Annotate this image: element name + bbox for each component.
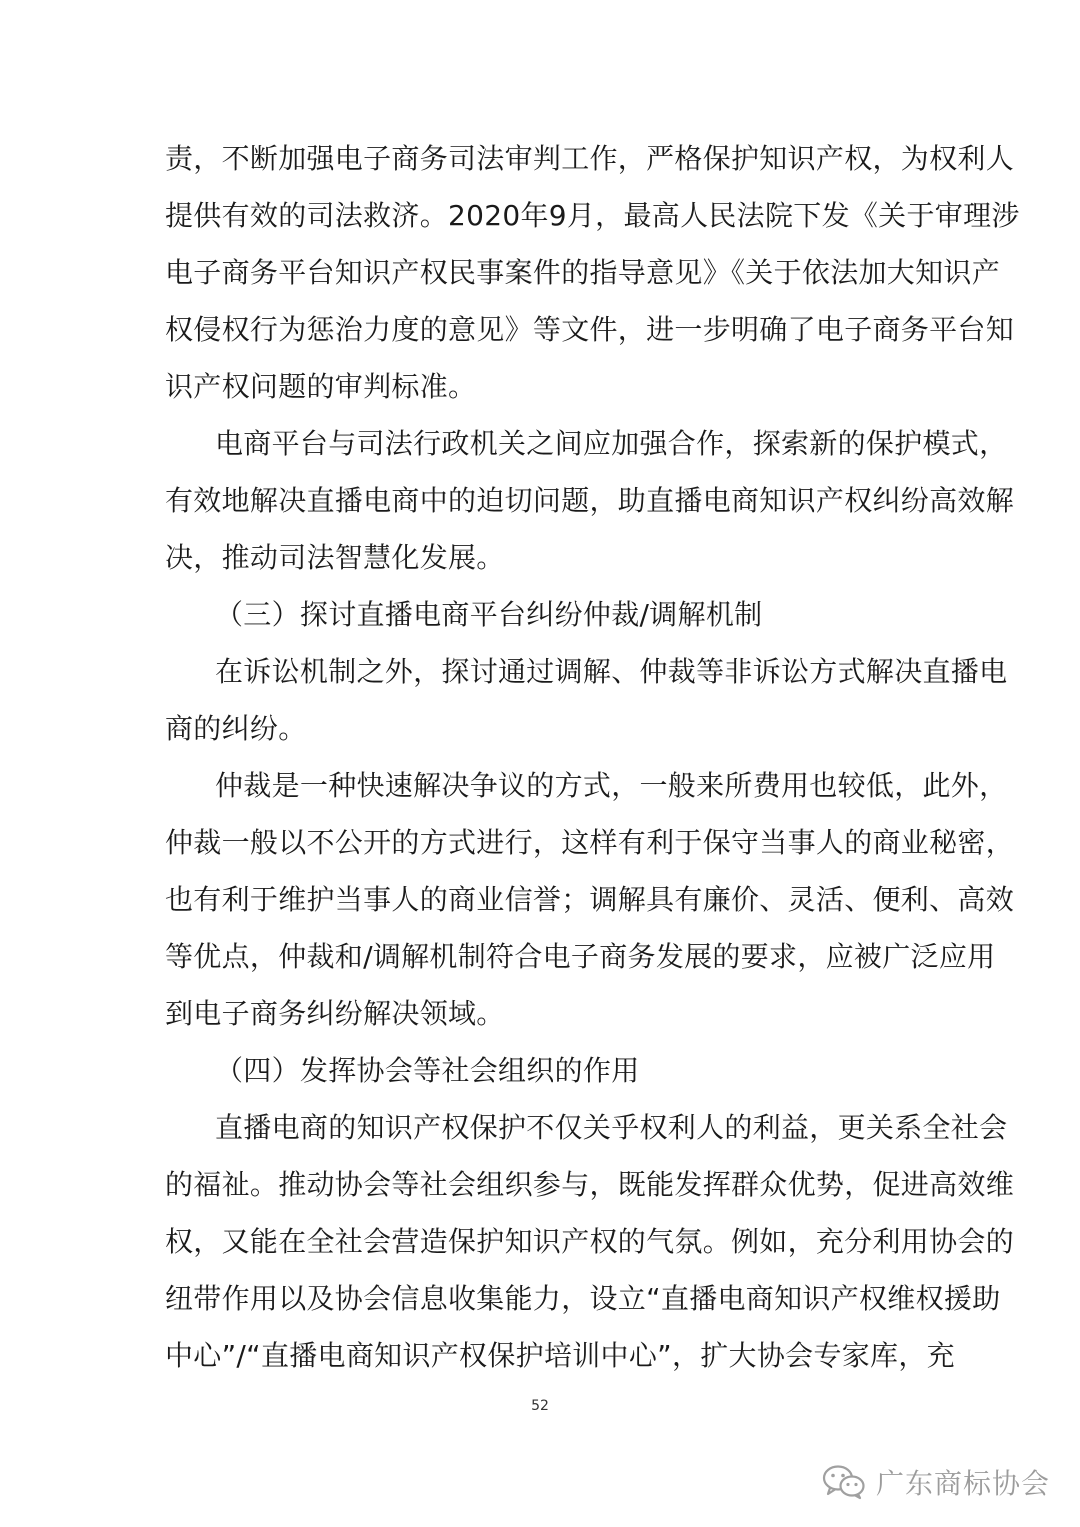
paragraph-line: 仲裁是一种快速解决争议的方式，一般来所费用也较低，此外， (215, 769, 1008, 802)
wechat-icon (822, 1464, 866, 1500)
paragraph-line: 提供有效的司法救济。2020年9月，最高人民法院下发《关于审理涉 (165, 199, 1020, 232)
paragraph-line: 识产权问题的审判标准。 (165, 370, 477, 403)
section-heading: （三）探讨直播电商平台纠纷仲裁/调解机制 (215, 598, 763, 631)
paragraph-line: 电商平台与司法行政机关之间应加强合作，探索新的保护模式， (215, 427, 1008, 460)
paragraph-line: 责，不断加强电子商务司法审判工作，严格保护知识产权，为权利人 (165, 142, 1015, 175)
paragraph-line: 在诉讼机制之外，探讨通过调解、仲裁等非诉讼方式解决直播电 (215, 655, 1008, 688)
watermark-text: 广东商标协会 (875, 1467, 1050, 1500)
paragraph-line: 也有利于维护当事人的商业信誉；调解具有廉价、灵活、便利、高效 (165, 883, 1015, 916)
section-heading: （四）发挥协会等社会组织的作用 (215, 1054, 640, 1087)
paragraph-line: 纽带作用以及协会信息收集能力，设立“直播电商知识产权维权援助 (165, 1282, 1001, 1315)
paragraph-line: 中心”/“直播电商知识产权保护培训中心”，扩大协会专家库，充 (165, 1339, 955, 1372)
page-number: 52 (531, 1398, 549, 1414)
paragraph-line: 有效地解决直播电商中的迫切问题，助直播电商知识产权纠纷高效解 (165, 484, 1015, 517)
wechat-watermark (822, 1462, 1050, 1502)
paragraph-line: 商的纠纷。 (165, 712, 307, 745)
paragraph-line: 电子商务平台知识产权民事案件的指导意见》《关于依法加大知识产 (165, 256, 1001, 289)
paragraph-line: 的福祉。推动协会等社会组织参与，既能发挥群众优势，促进高效维 (165, 1168, 1015, 1201)
paragraph-line: 权，又能在全社会营造保护知识产权的气氛。例如，充分利用协会的 (165, 1225, 1015, 1258)
paragraph-line: 仲裁一般以不公开的方式进行，这样有利于保守当事人的商业秘密， (165, 826, 1015, 859)
paragraph-line: 直播电商的知识产权保护不仅关乎权利人的利益，更关系全社会 (215, 1111, 1008, 1144)
paragraph-line: 决，推动司法智慧化发展。 (165, 541, 505, 574)
paragraph-line: 等优点，仲裁和/调解机制符合电子商务发展的要求，应被广泛应用 (165, 940, 996, 973)
paragraph-line: 到电子商务纠纷解决领域。 (165, 997, 505, 1030)
paragraph-line: 权侵权行为惩治力度的意见》等文件，进一步明确了电子商务平台知 (165, 313, 1015, 346)
